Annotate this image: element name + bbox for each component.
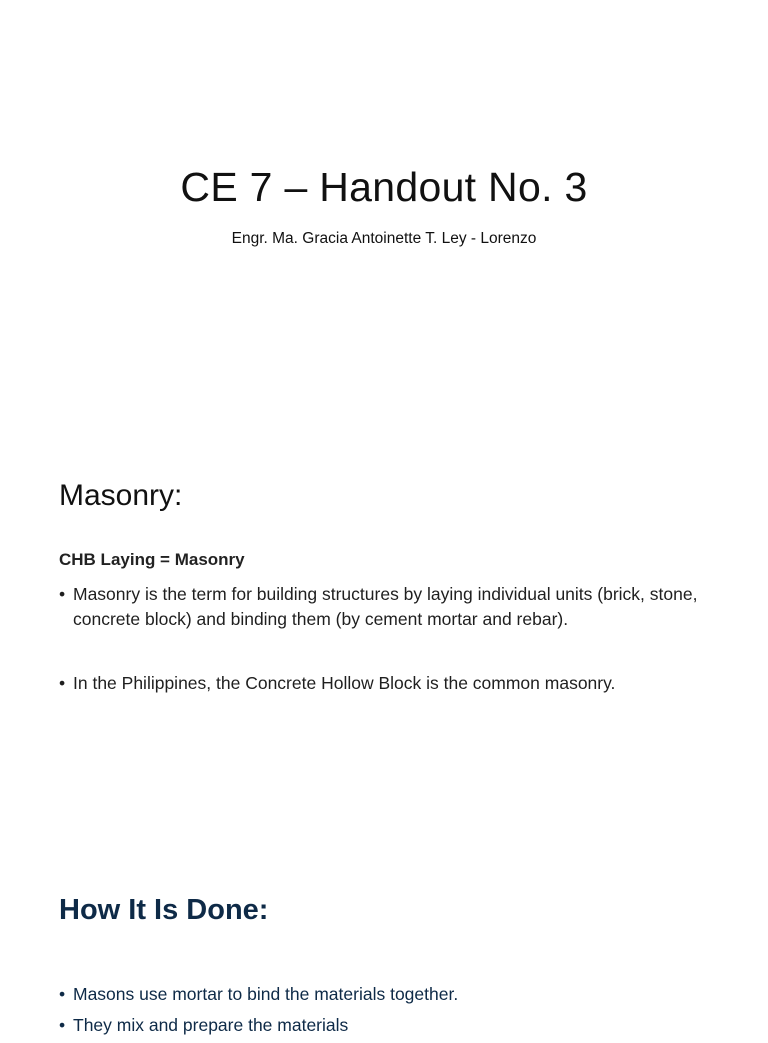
slide-subtitle-author: Engr. Ma. Gracia Antoinette T. Ley - Lorenzo bbox=[231, 230, 537, 247]
bullet-dot: • bbox=[59, 1014, 66, 1035]
bullet-text: Masonry is the term for building structures by laying individual units (brick, stone, concrete block) and binding them (by cement mortar and rebar). bbox=[73, 584, 698, 629]
chb-laying-line: CHB Laying = Masonry bbox=[59, 550, 245, 569]
masonry-heading: Masonry: bbox=[59, 479, 183, 512]
list-item bbox=[59, 582, 724, 631]
bullet-text: Masons use mortar to bind the materials together. bbox=[73, 984, 459, 1004]
bullet-dot: • bbox=[59, 984, 66, 1004]
how-it-is-done-slide bbox=[0, 832, 768, 1035]
list-item bbox=[59, 982, 724, 1007]
bullet-dot: • bbox=[59, 673, 66, 693]
masonry-slide bbox=[0, 432, 768, 832]
masonry-bullet-list bbox=[59, 582, 724, 696]
list-item bbox=[59, 671, 724, 696]
bullet-dot: • bbox=[59, 584, 66, 604]
slide-title: CE 7 – Handout No. 3 bbox=[180, 164, 588, 210]
how-bullet-list bbox=[59, 982, 724, 1043]
title-slide bbox=[0, 0, 768, 432]
how-it-is-done-heading: How It Is Done: bbox=[59, 894, 269, 926]
bullet-text: They mix and prepare the materials bbox=[73, 1014, 349, 1035]
bullet-text: In the Philippines, the Concrete Hollow Block is the common masonry. bbox=[73, 673, 616, 693]
list-item bbox=[59, 1013, 724, 1038]
